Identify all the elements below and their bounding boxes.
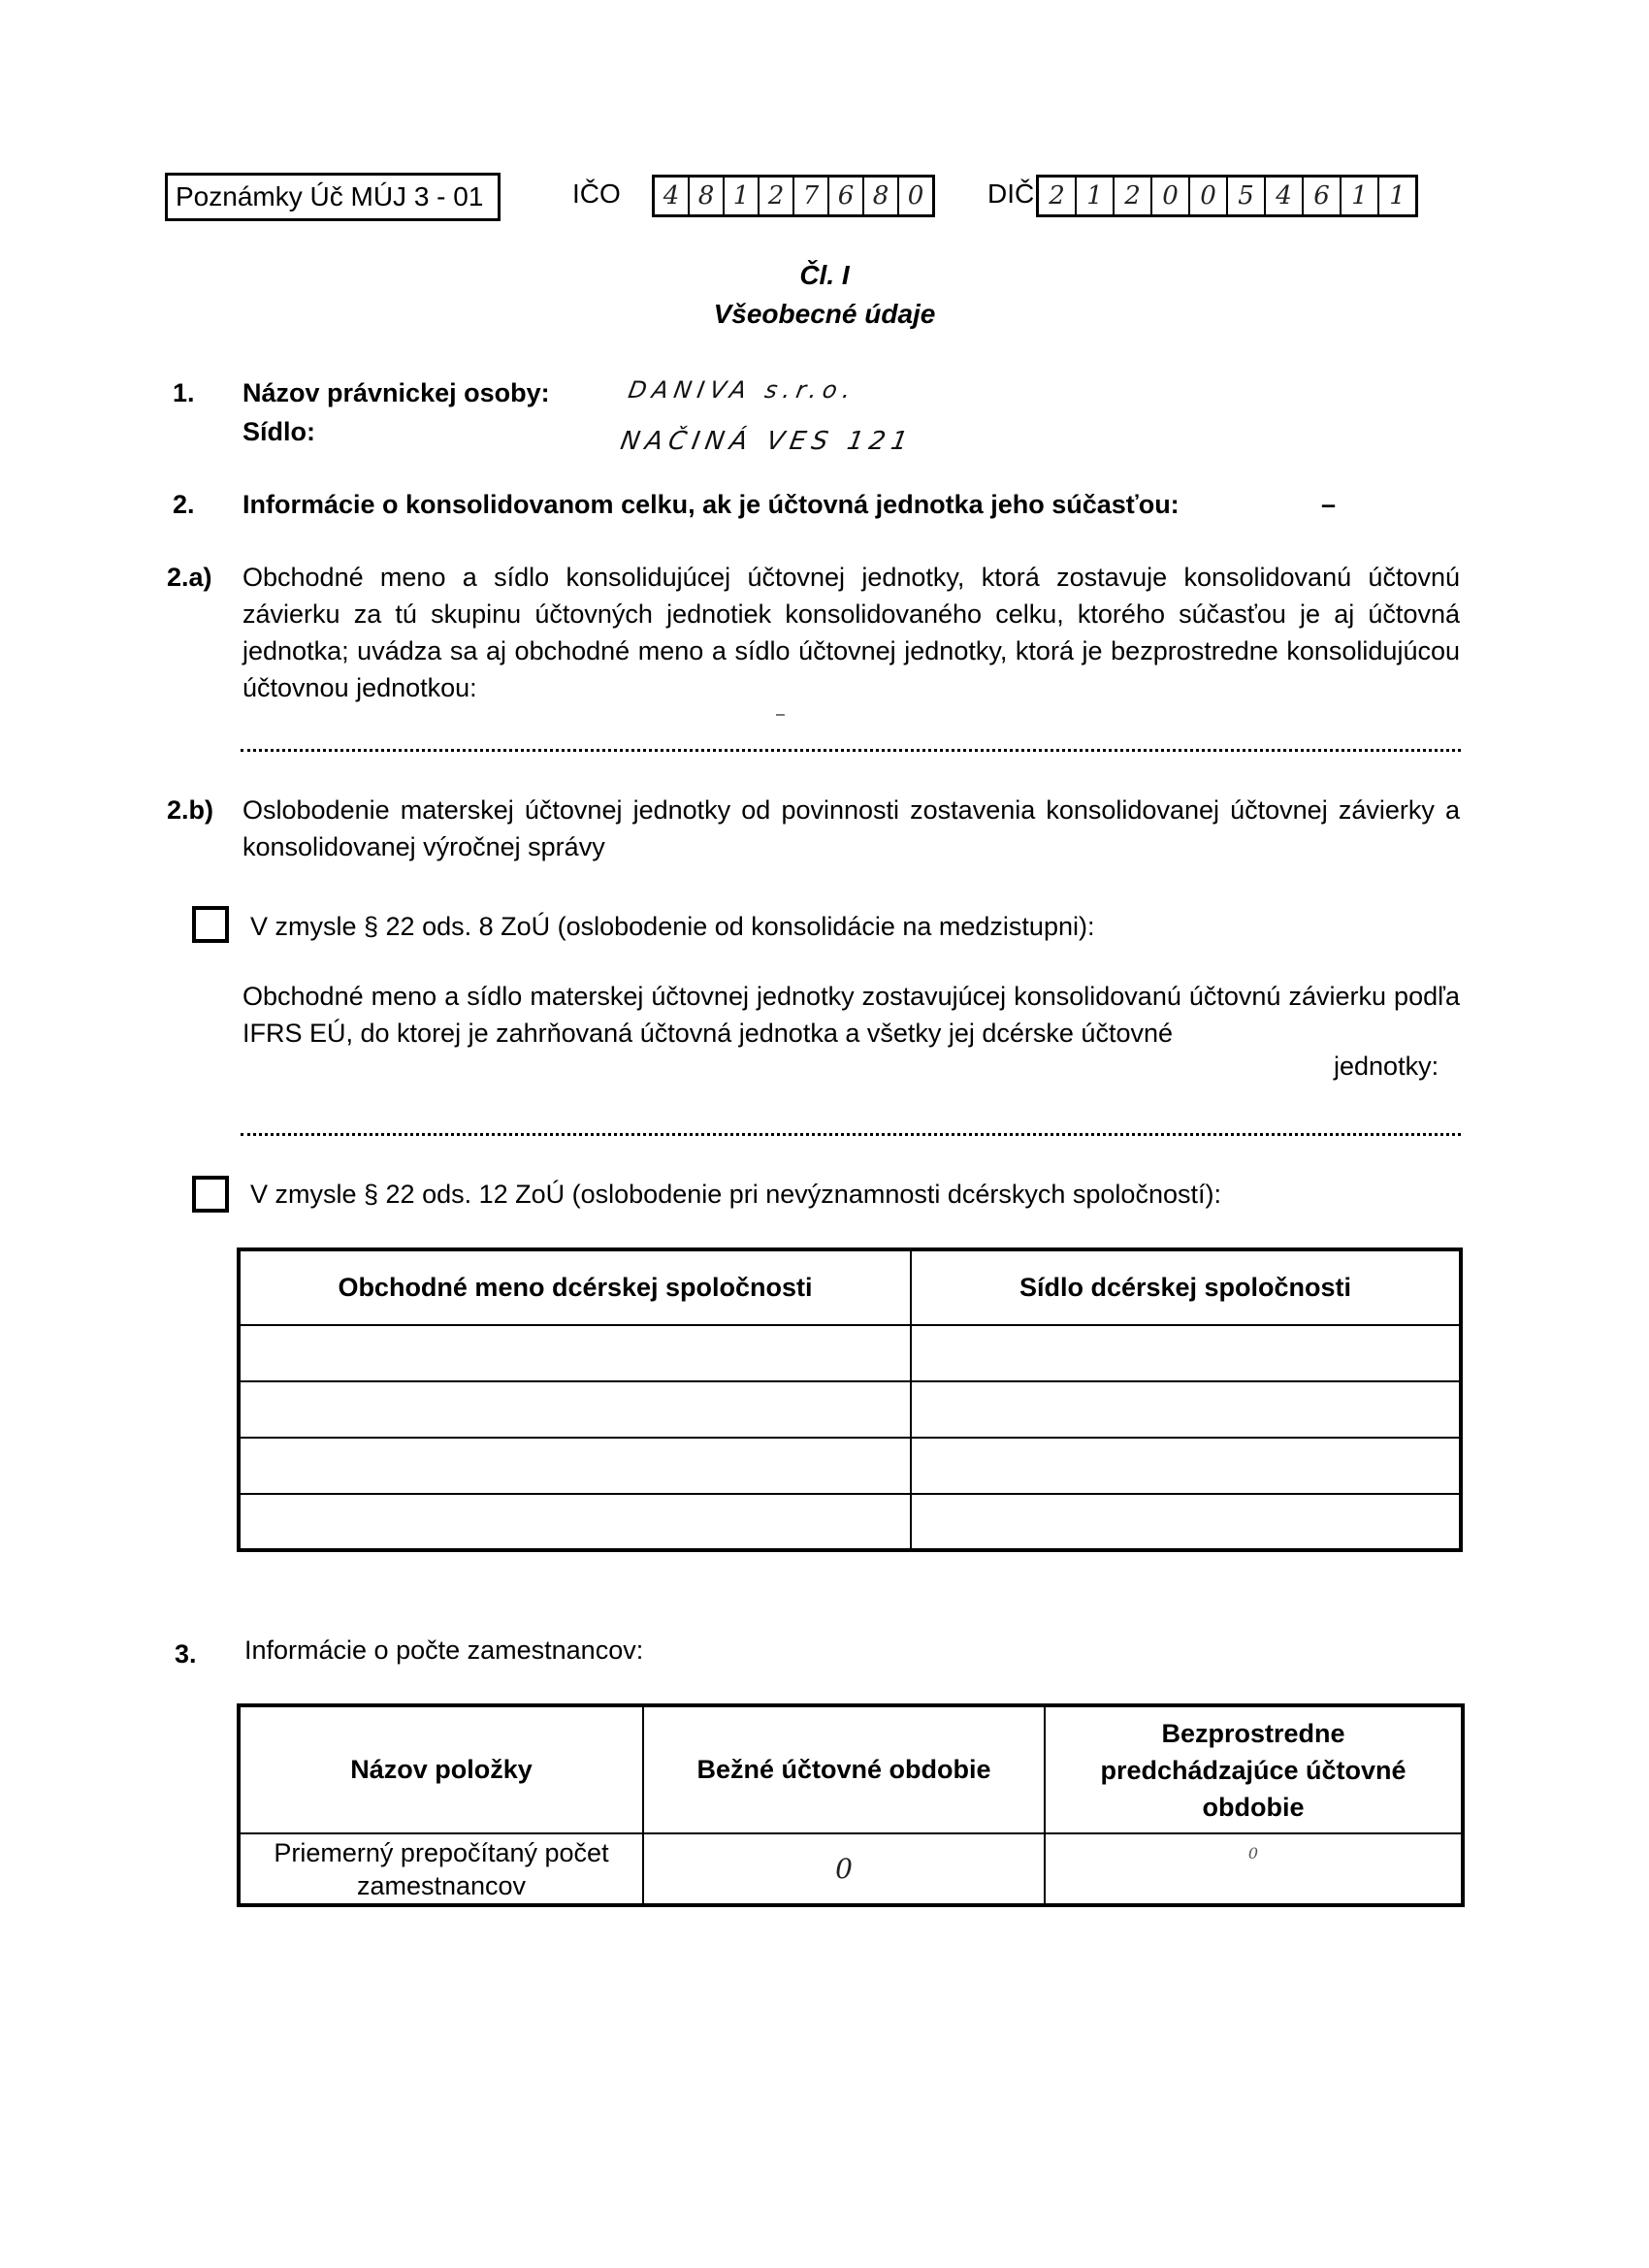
subsidiary-name-header: Obchodné meno dcérskej spoločnosti bbox=[239, 1249, 911, 1325]
subsidiary-seat-header: Sídlo dcérskej spoločnosti bbox=[911, 1249, 1461, 1325]
section3-number: 3. bbox=[175, 1639, 197, 1669]
exemption-par8-checkbox[interactable] bbox=[192, 906, 229, 943]
table-row bbox=[239, 1325, 1461, 1381]
article-number: Čl. I bbox=[799, 260, 850, 290]
previous-period-header: Bezprostredne predchádzajúce účtovné obdobie bbox=[1045, 1705, 1463, 1833]
exemption-par12-label: V zmysle § 22 ods. 12 ZoÚ (oslobodenie pri nevýznamnosti dcérskych spoločností): bbox=[250, 1180, 1221, 1209]
table-row bbox=[239, 1833, 1463, 1905]
table-header-row bbox=[239, 1705, 1463, 1833]
dic-digit[interactable]: 2 bbox=[1115, 178, 1152, 214]
dic-digit[interactable]: 4 bbox=[1266, 178, 1304, 214]
subsidiary-name-cell[interactable] bbox=[239, 1438, 911, 1494]
ico-label: IČO bbox=[572, 178, 621, 209]
ico-digit[interactable]: 8 bbox=[864, 178, 899, 214]
employees-label: Informácie o počte zamestnancov: bbox=[244, 1636, 644, 1665]
company-name-label: Názov právnickej osoby: bbox=[242, 378, 550, 407]
employees-table bbox=[237, 1703, 1465, 1907]
subsidiary-name-cell[interactable] bbox=[239, 1494, 911, 1550]
dic-digit[interactable]: 6 bbox=[1304, 178, 1342, 214]
form-code-box bbox=[165, 173, 501, 221]
article-title: Všeobecné údaje bbox=[713, 299, 936, 329]
company-name-value[interactable]: DANIVA s.r.o. bbox=[626, 376, 858, 404]
ico-digit[interactable]: 0 bbox=[907, 181, 924, 211]
ico-digit[interactable]: 1 bbox=[725, 178, 760, 214]
consolidated-group-label: Informácie o konsolidovanom celku, ak je účtovná jednotka jeho súčasťou: bbox=[242, 490, 1180, 519]
previous-period-value[interactable]: 0 bbox=[1045, 1833, 1463, 1905]
exemption-par8-dotted-line[interactable] bbox=[241, 1133, 1461, 1136]
form-code: Poznámky Úč MÚJ 3 - 01 bbox=[176, 181, 484, 211]
dic-digit[interactable]: 1 bbox=[1389, 181, 1406, 211]
section2a-number: 2.a) bbox=[167, 563, 212, 592]
ico-digit[interactable]: 8 bbox=[690, 178, 725, 214]
subsidiary-seat-cell[interactable] bbox=[911, 1438, 1461, 1494]
subsidiary-name-cell[interactable] bbox=[239, 1381, 911, 1438]
dic-digit[interactable]: 2 bbox=[1039, 178, 1077, 214]
dic-digit[interactable]: 5 bbox=[1228, 178, 1266, 214]
subsidiary-seat-cell[interactable] bbox=[911, 1325, 1461, 1381]
seat-label: Sídlo: bbox=[242, 417, 315, 446]
section2a-text: Obchodné meno a sídlo konsolidujúcej účtovnej jednotky, ktorá zostavuje konsolidovanú účtovnú závierku za tú skupinu účtovných jednotiek konsolidovaného celku, ktorého súčasťou je aj účtovná jednotka; uvádza sa aj obchodné meno a sídlo účtovnej jednotky, ktorá je bezprostredne konsolidujúcou účtovnou jednotkou: bbox=[242, 563, 1460, 702]
table-row bbox=[239, 1438, 1461, 1494]
exemption-par8-text-main: Obchodné meno a sídlo materskej účtovnej jednotky zostavujúcej konsolidovanú účtovnú závierku podľa IFRS EÚ, do ktorej je zahrňovaná účtovná jednotka a všetky jej dcérske účtovné bbox=[242, 982, 1460, 1048]
current-period-header: Bežné účtovné obdobie bbox=[643, 1705, 1045, 1833]
section2b-text: Oslobodenie materskej účtovnej jednotky od povinnosti zostavenia konsolidovanej účtovnej závierky a konsolidovanej výročnej správy bbox=[242, 795, 1460, 861]
section2a-dotted-line bbox=[241, 749, 1461, 752]
seat-value[interactable]: NAČINÁ VES 121 bbox=[618, 427, 916, 456]
section1-number: 1. bbox=[173, 378, 195, 407]
dic-digit[interactable]: 0 bbox=[1190, 178, 1228, 214]
exemption-par8-text bbox=[242, 978, 1460, 1052]
section2a-value[interactable]: – bbox=[776, 706, 785, 723]
section2b-number: 2.b) bbox=[167, 795, 214, 825]
subsidiaries-table bbox=[237, 1247, 1463, 1552]
ico-digit[interactable]: 7 bbox=[794, 178, 829, 214]
section2-number: 2. bbox=[173, 490, 195, 519]
ico-digit[interactable]: 4 bbox=[655, 178, 690, 214]
dic-digit[interactable]: 1 bbox=[1342, 178, 1379, 214]
dic-digit[interactable]: 0 bbox=[1152, 178, 1190, 214]
exemption-par8-text-end: jednotky: bbox=[1334, 1052, 1439, 1081]
subsidiary-seat-cell[interactable] bbox=[911, 1494, 1461, 1550]
current-period-value[interactable]: 0 bbox=[643, 1833, 1045, 1905]
item-name-cell: Priemerný prepočítaný počet zamestnancov bbox=[239, 1833, 643, 1905]
exemption-par8-label: V zmysle § 22 ods. 8 ZoÚ (oslobodenie od konsolidácie na medzistupni): bbox=[250, 912, 1095, 941]
dic-label: DIČ bbox=[987, 178, 1035, 209]
ico-digit[interactable]: 6 bbox=[829, 178, 864, 214]
ico-field[interactable] bbox=[652, 175, 935, 217]
consolidated-group-value[interactable]: – bbox=[1321, 490, 1337, 519]
item-name-header: Názov položky bbox=[239, 1705, 643, 1833]
subsidiary-seat-cell[interactable] bbox=[911, 1381, 1461, 1438]
table-row bbox=[239, 1381, 1461, 1438]
exemption-par12-checkbox[interactable] bbox=[192, 1176, 229, 1213]
dic-field[interactable] bbox=[1036, 175, 1418, 217]
table-row bbox=[239, 1494, 1461, 1550]
ico-digit[interactable]: 2 bbox=[760, 178, 794, 214]
table-header-row bbox=[239, 1249, 1461, 1325]
dic-digit[interactable]: 1 bbox=[1077, 178, 1115, 214]
subsidiary-name-cell[interactable] bbox=[239, 1325, 911, 1381]
